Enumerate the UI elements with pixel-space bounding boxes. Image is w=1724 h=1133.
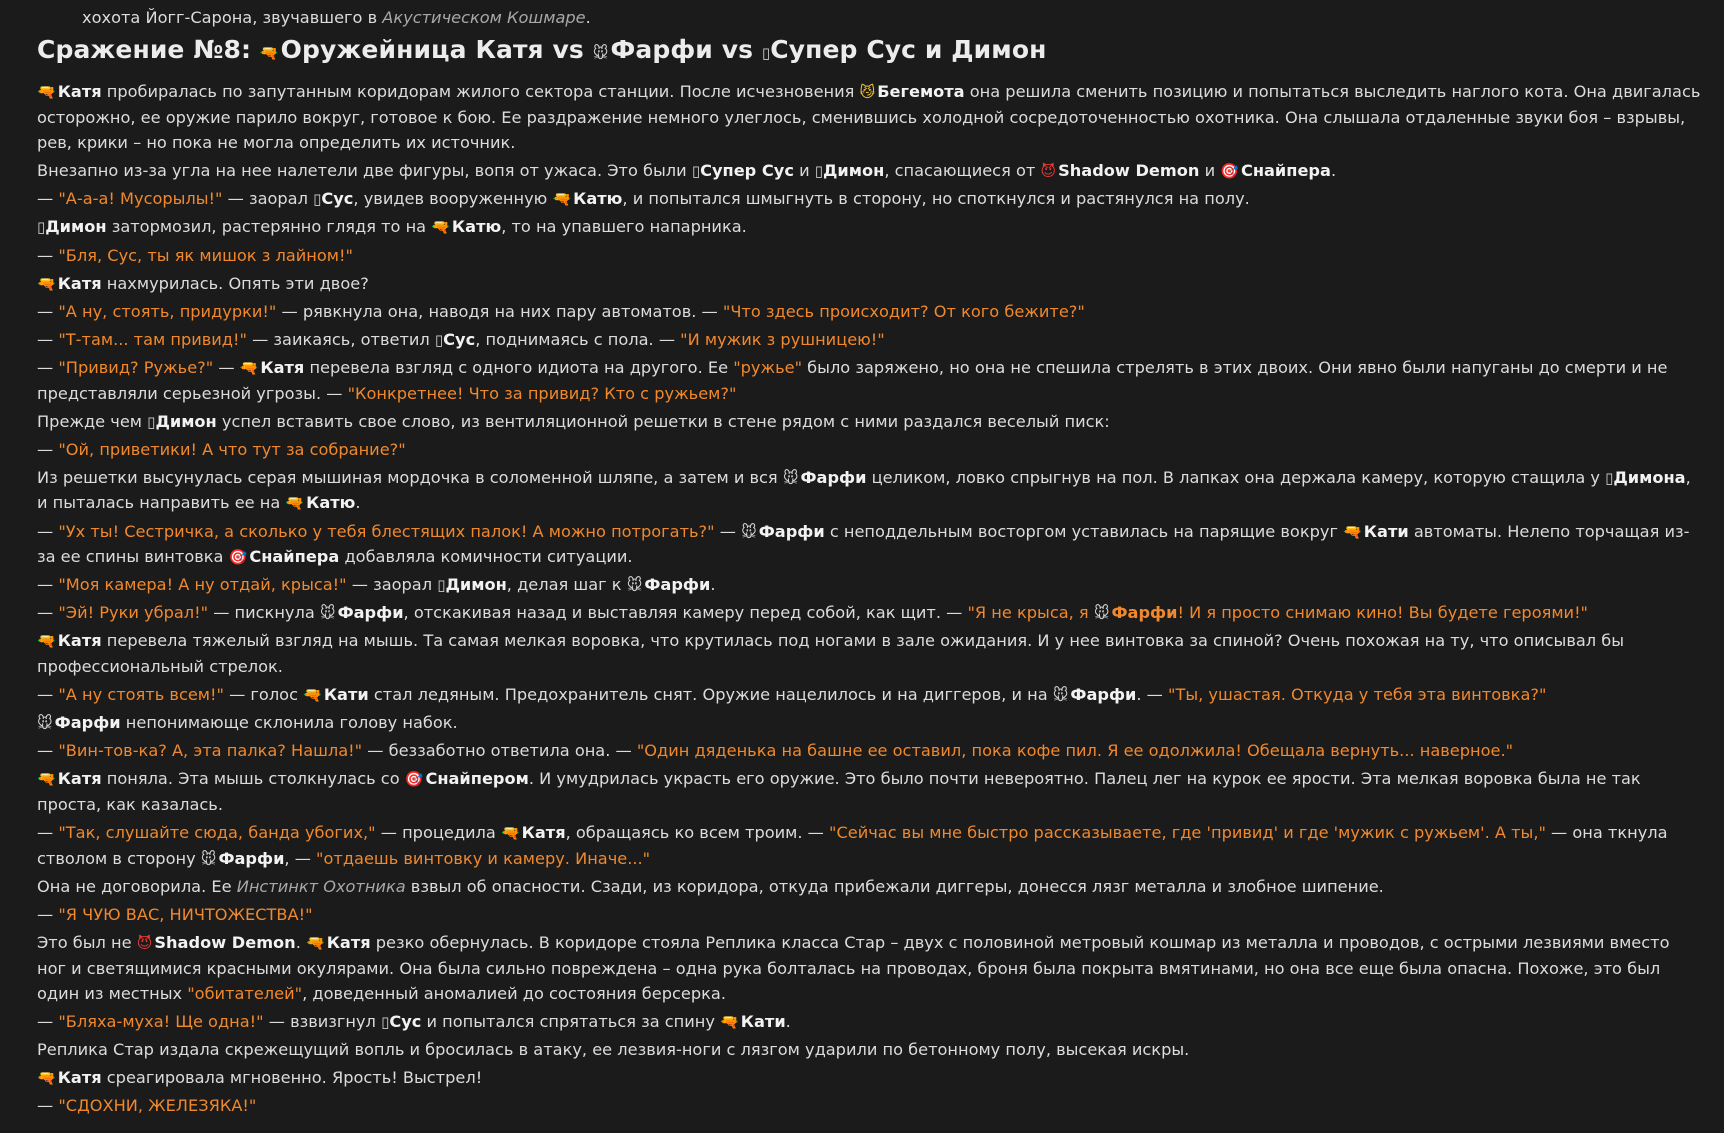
title-vs: vs bbox=[721, 35, 754, 64]
character-name: Фарфи bbox=[644, 575, 711, 595]
dialogue-quote: "И мужик з рушницею!" bbox=[680, 329, 885, 349]
dialogue-quote: "Ух ты! Сестричка, а сколько у тебя блестящих палок! А можно потрогать?" bbox=[58, 521, 715, 541]
previous-text-tail bbox=[37, 0, 1702, 28]
text-span: . bbox=[295, 932, 307, 952]
text-span: , поднимаясь с пола. — bbox=[475, 329, 681, 349]
text-span: , — bbox=[284, 848, 317, 868]
text-span: и bbox=[793, 161, 815, 181]
character-name: Димон bbox=[445, 575, 507, 595]
text-span: поняла. Эта мышь столкнулась со bbox=[101, 769, 405, 789]
character-name: Димон bbox=[45, 217, 107, 237]
story-paragraph bbox=[37, 628, 1702, 679]
mouse-icon: 🐭 bbox=[200, 849, 217, 868]
gun-icon: 🔫 bbox=[37, 1069, 56, 1088]
text-span: — взвизгнул bbox=[263, 1012, 382, 1032]
story-paragraph bbox=[37, 820, 1702, 871]
story-paragraph bbox=[37, 1065, 1702, 1091]
text-span: , доведенный аномалией до состояния берсерка. bbox=[302, 984, 726, 1004]
missing-glyph-icon: ▯ bbox=[147, 412, 156, 431]
character-name: Фарфи bbox=[1070, 685, 1137, 705]
dialogue-quote: "Что здесь происходит? От кого бежите?" bbox=[722, 301, 1085, 321]
dialogue-quote: "Ты, ушастая. Откуда у тебя эта винтовка?" bbox=[1168, 685, 1547, 705]
mouse-icon: 🐭 bbox=[626, 576, 643, 595]
text-span: , обращаясь ко всем троим. — bbox=[565, 823, 830, 843]
character-name: Сус bbox=[443, 329, 476, 349]
text-span: перевела взгляд с одного идиота на другого. Ее bbox=[304, 357, 734, 377]
story-paragraph bbox=[37, 327, 1702, 353]
story-paragraph bbox=[37, 682, 1702, 708]
text-span: нахмурилась. Опять эти двое? bbox=[101, 273, 369, 293]
text-span: , увидев вооруженную bbox=[353, 189, 553, 209]
story-paragraph bbox=[37, 158, 1702, 184]
character-name: Димон bbox=[823, 161, 885, 181]
text-span: — bbox=[37, 1012, 59, 1032]
story-paragraph bbox=[37, 600, 1702, 626]
text-span: — беззаботно ответила она. — bbox=[362, 741, 637, 761]
text-span: — bbox=[37, 575, 59, 595]
italic-term: Инстинкт Охотника bbox=[236, 876, 406, 896]
mouse-icon: 🐭 bbox=[1052, 686, 1069, 705]
text-span: — bbox=[37, 521, 59, 541]
story-paragraph bbox=[37, 572, 1702, 598]
story-paragraph bbox=[37, 766, 1702, 817]
character-name: Катя bbox=[260, 357, 305, 377]
story-paragraph bbox=[37, 1093, 1702, 1119]
character-name: Катю bbox=[451, 217, 502, 237]
text-span: . bbox=[710, 575, 716, 595]
text-span: — bbox=[714, 521, 742, 541]
gun-icon: 🔫 bbox=[37, 83, 56, 101]
title-participant-sus-dimon: Супер Сус и Димон bbox=[770, 35, 1047, 64]
missing-glyph-icon: ▯ bbox=[437, 576, 446, 595]
text-span: затормозил, растерянно глядя то на bbox=[106, 217, 432, 237]
character-name: Фарфи bbox=[758, 521, 825, 541]
dialogue-quote: "Бляха-муха! Ще одна!" bbox=[58, 1012, 264, 1032]
story-paragraph bbox=[37, 930, 1702, 1007]
text-span: взвыл об опасности. Сзади, из коридора, откуда прибежали диггеры, донесся лязг металла и злобное шипение. bbox=[405, 876, 1384, 896]
story-paragraph bbox=[37, 519, 1702, 570]
text-span: — bbox=[37, 823, 59, 843]
cat-icon: 😼 bbox=[859, 83, 876, 101]
text-span: — bbox=[37, 301, 59, 321]
text-span: Реплика Стар издала скрежещущий вопль и бросилась в атаку, ее лезвия-ноги с лязгом ударили по бетонному полу, высекая искры. bbox=[37, 1040, 1190, 1060]
story-paragraph bbox=[37, 79, 1702, 156]
text-span: . bbox=[585, 8, 591, 27]
character-name: Катя bbox=[57, 631, 102, 651]
target-icon: 🎯 bbox=[1220, 162, 1239, 181]
story-paragraph bbox=[37, 271, 1702, 297]
dialogue-quote: ! И я просто снимаю кино! Вы будете героями!" bbox=[1177, 603, 1589, 623]
text-span: — заикаясь, ответил bbox=[246, 329, 435, 349]
text-span: добавляла комичности ситуации. bbox=[339, 547, 633, 567]
gun-icon: 🔫 bbox=[431, 218, 450, 237]
story-paragraph bbox=[37, 299, 1702, 325]
dialogue-quote: "А ну, стоять, придурки!" bbox=[58, 301, 277, 321]
dialogue-quote: "Вин-тов-ка? А, эта палка? Нашла!" bbox=[58, 741, 363, 761]
dialogue-quote: "обитателей" bbox=[187, 984, 303, 1004]
story-paragraph bbox=[37, 902, 1702, 928]
text-span: — bbox=[37, 329, 59, 349]
story-paragraph bbox=[37, 738, 1702, 764]
dialogue-quote: "Привид? Ружье?" bbox=[58, 357, 214, 377]
missing-glyph-icon: ▯ bbox=[434, 330, 444, 349]
text-span: Она не договорила. Ее bbox=[37, 876, 237, 896]
text-span: — рявкнула она, наводя на них пару автоматов. — bbox=[276, 301, 723, 321]
dialogue-quote: "Я не крыса, я bbox=[967, 603, 1094, 623]
dialogue-quote: "Эй! Руки убрал!" bbox=[58, 603, 209, 623]
dialogue-quote: "Моя камера! А ну отдай, крыса!" bbox=[58, 575, 347, 595]
dialogue-quote: "Т-там... там привид!" bbox=[58, 329, 247, 349]
demon-icon: 😈 bbox=[136, 933, 153, 952]
dialogue-quote: "отдаешь винтовку и камеру. Иначе..." bbox=[316, 848, 651, 868]
gun-icon: 🔫 bbox=[259, 44, 279, 62]
character-name: Сус bbox=[321, 189, 354, 209]
character-name: Катю bbox=[306, 493, 356, 513]
text-span: Внезапно из-за угла на нее налетели две фигуры, вопя от ужаса. Это были bbox=[37, 161, 692, 181]
target-icon: 🎯 bbox=[404, 770, 424, 789]
text-span: , и пыталась направить ее на bbox=[37, 467, 1691, 513]
character-name: Фарфи bbox=[337, 603, 404, 623]
missing-glyph-icon: ▯ bbox=[761, 44, 771, 62]
story-paragraph bbox=[37, 1037, 1702, 1063]
story-paragraph bbox=[37, 355, 1702, 406]
text-span: . bbox=[785, 1012, 791, 1032]
text-span: — bbox=[37, 439, 59, 459]
character-name: Катя bbox=[521, 823, 566, 843]
italic-term: Акустическом Кошмаре bbox=[382, 8, 586, 27]
mouse-icon: 🐭 bbox=[319, 604, 336, 623]
character-name: Кати bbox=[740, 1012, 786, 1032]
text-span: и попытался спрятаться за спину bbox=[421, 1012, 721, 1032]
character-name: Супер Сус bbox=[700, 161, 794, 181]
gun-icon: 🔫 bbox=[285, 494, 305, 513]
title-participant-katya: Оружейница Катя bbox=[280, 35, 544, 64]
title-vs: vs bbox=[552, 35, 584, 64]
character-name: Катю bbox=[573, 189, 623, 209]
story-paragraph bbox=[37, 186, 1702, 212]
missing-glyph-icon: ▯ bbox=[381, 1013, 390, 1032]
mouse-icon: 🐭 bbox=[741, 522, 757, 541]
text-span: — голос bbox=[223, 685, 304, 705]
text-span: автоматы. Нелепо торчащая из-за ее спины винтовка bbox=[37, 521, 1690, 567]
dialogue-quote: "Сейчас вы мне быстро рассказываете, где 'привид' и где 'мужик с ружьем'. А ты," bbox=[829, 823, 1546, 843]
story-paragraph bbox=[37, 874, 1702, 900]
character-name: Снайпером bbox=[425, 769, 529, 789]
text-span: , спасающиеся от bbox=[884, 161, 1041, 181]
text-span: — bbox=[37, 357, 59, 377]
mouse-icon: 🐭 bbox=[782, 468, 799, 487]
character-name: Катя bbox=[326, 932, 371, 952]
battle-title bbox=[37, 33, 1702, 67]
text-span: Из решетки высунулась серая мышиная мордочка в соломенной шляпе, а затем и вся bbox=[37, 467, 783, 487]
text-span: — bbox=[37, 189, 59, 209]
text-span: было заряжено, но она не спешила стрелять в этих двоих. Они явно были напуганы до смерти и не представляли серьезной угрозы. — bbox=[37, 357, 1668, 403]
character-name: Shadow Demon bbox=[1058, 161, 1200, 181]
text-span: непонимающе склонила голову набок. bbox=[120, 713, 458, 733]
text-span: . — bbox=[1136, 685, 1169, 705]
text-span: — bbox=[37, 245, 59, 265]
character-name: Фарфи bbox=[800, 467, 867, 487]
text-span: . bbox=[355, 493, 361, 513]
character-name: Димона bbox=[1613, 467, 1686, 487]
text-span: перевела тяжелый взгляд на мышь. Та самая мелкая воровка, что крутилась под ногами в зале ожидания. И у нее винтовка за спиной? Очень похожая на ту, что описывал бы профессиональный стрелок. bbox=[37, 631, 1625, 676]
text-span: , отскакивая назад и выставляя камеру перед собой, как щит. — bbox=[403, 603, 968, 623]
character-name: Катя bbox=[57, 769, 102, 789]
text-span: — процедила bbox=[375, 823, 501, 843]
character-name: Бегемота bbox=[877, 82, 965, 101]
demon-icon: 😈 bbox=[1040, 162, 1057, 181]
gun-icon: 🔫 bbox=[720, 1013, 739, 1032]
character-name: Катя bbox=[57, 273, 102, 293]
text-span: среагировала мгновенно. Ярость! Выстрел! bbox=[101, 1068, 483, 1088]
gun-icon: 🔫 bbox=[37, 274, 56, 293]
story-body bbox=[37, 79, 1702, 1119]
story-paragraph bbox=[37, 409, 1702, 435]
text-span: резко обернулась. В коридоре стояла Реплика класса Стар – двух с половиной метровый кошмар из металла и проводов, с острыми лезвиями вместо ног и светящимися красными окулярами. Она была сильно повреждена – одна рука болталась на проводах, броня была покрыта вмятинами, но она все еще была опасна. Похоже, это был один из местных bbox=[37, 932, 1670, 1004]
text-span: — bbox=[37, 603, 59, 623]
text-span: стал ледяным. Предохранитель снят. Оружие нацелилось и на диггеров, и на bbox=[368, 685, 1053, 705]
text-span: , и попытался шмыгнуть в сторону, но споткнулся и растянулся на полу. bbox=[622, 189, 1250, 209]
character-name: Катя bbox=[57, 1068, 102, 1088]
character-name: Снайпера bbox=[249, 547, 340, 567]
gun-icon: 🔫 bbox=[552, 190, 572, 209]
gun-icon: 🔫 bbox=[303, 686, 322, 705]
character-name: Кати bbox=[1363, 521, 1409, 541]
text-span: — она ткнула стволом в сторону bbox=[37, 823, 1668, 868]
text-span: — bbox=[37, 1096, 59, 1116]
story-paragraph bbox=[37, 1009, 1702, 1035]
text-span: — заорал bbox=[222, 189, 314, 209]
text-span: Прежде чем bbox=[37, 411, 148, 431]
gun-icon: 🔫 bbox=[500, 824, 520, 843]
story-paragraph bbox=[37, 710, 1702, 736]
missing-glyph-icon: ▯ bbox=[691, 162, 701, 181]
character-name: Димон bbox=[155, 411, 217, 431]
dialogue-quote: "ружье" bbox=[733, 357, 803, 377]
character-name: Сус bbox=[389, 1012, 422, 1032]
text-span: хохота Йогг-Сарона, звучавшего в bbox=[82, 8, 378, 27]
story-paragraph bbox=[37, 465, 1702, 516]
text-span: — заорал bbox=[346, 575, 438, 595]
mouse-icon: 🐭 bbox=[592, 44, 609, 62]
dialogue-quote: "Я ЧУЮ ВАС, НИЧТОЖЕСТВА!" bbox=[58, 904, 313, 924]
text-span: — bbox=[37, 685, 59, 705]
text-span: , то на упавшего напарника. bbox=[501, 217, 747, 237]
dialogue-quote: "Так, слушайте сюда, банда убогих," bbox=[58, 823, 376, 843]
text-span: — bbox=[213, 357, 240, 377]
text-span: пробиралась по запутанным коридорам жилого сектора станции. После исчезновения bbox=[101, 82, 860, 101]
text-span: — bbox=[37, 904, 59, 924]
character-name-in-dialogue: Фарфи bbox=[1111, 603, 1178, 623]
missing-glyph-icon: ▯ bbox=[37, 218, 46, 237]
story-paragraph bbox=[37, 243, 1702, 269]
dialogue-quote: "Один дяденька на башне ее оставил, пока кофе пил. Я ее одолжила! Обещала вернуть... наверное." bbox=[636, 741, 1514, 761]
story-paragraph bbox=[37, 437, 1702, 463]
mouse-icon: 🐭 bbox=[37, 714, 53, 733]
gun-icon: 🔫 bbox=[306, 933, 325, 952]
character-name: Кати bbox=[323, 685, 369, 705]
title-participant-farfi: Фарфи bbox=[610, 35, 713, 64]
missing-glyph-icon: ▯ bbox=[814, 162, 824, 181]
text-span: . И умудрилась украсть его оружие. Это было почти невероятно. Палец лег на курок ее ярости. Эта мелкая воровка была не так проста, как казалась. bbox=[37, 769, 1641, 814]
mouse-icon: 🐭 bbox=[1093, 604, 1110, 623]
target-icon: 🎯 bbox=[228, 548, 248, 567]
gun-icon: 🔫 bbox=[239, 358, 259, 377]
character-name: Снайпера bbox=[1240, 161, 1331, 181]
dialogue-quote: "А-а-а! Мусорылы!" bbox=[58, 189, 223, 209]
text-span: и bbox=[1199, 161, 1221, 181]
character-name: Фарфи bbox=[218, 848, 285, 868]
dialogue-quote: "А ну стоять всем!" bbox=[58, 685, 224, 705]
text-span: успел вставить свое слово, из вентиляционной решетки в стене рядом с ними раздался веселый писк: bbox=[216, 411, 1110, 431]
missing-glyph-icon: ▯ bbox=[1605, 468, 1614, 487]
character-name: Shadow Demon bbox=[154, 932, 296, 952]
title-prefix: Сражение №8: bbox=[37, 35, 252, 64]
text-span: — пискнула bbox=[208, 603, 320, 623]
text-span: Это был не bbox=[37, 932, 137, 952]
story-paragraph bbox=[37, 214, 1702, 240]
text-span: с неподдельным восторгом уставилась на парящие вокруг bbox=[824, 521, 1344, 541]
text-span: . bbox=[1330, 161, 1337, 181]
text-span: она решила сменить позицию и попытаться выследить наглого кота. Она двигалась осторожно, ее оружие парило вокруг, готовое к бою. Ее раздражение немного улеглось, сменившись холодной сосредоточенностью охотника. Она слышала отдаленные звуки боя – взрывы, рев, крики – но пока не могла определить их источник. bbox=[37, 82, 1701, 153]
dialogue-quote: "СДОХНИ, ЖЕЛЕЗЯКА!" bbox=[58, 1096, 257, 1116]
text-span: целиком, ловко спрыгнув на пол. В лапках она держала камеру, которую стащила у bbox=[866, 467, 1606, 487]
text-span: — bbox=[37, 741, 59, 761]
gun-icon: 🔫 bbox=[37, 632, 56, 651]
dialogue-quote: "Ой, приветики! А что тут за собрание?" bbox=[58, 439, 406, 459]
gun-icon: 🔫 bbox=[1343, 522, 1362, 541]
character-name: Фарфи bbox=[54, 713, 121, 733]
dialogue-quote: "Конкретнее! Что за привид? Кто с ружьем?" bbox=[347, 383, 737, 403]
character-name: Катя bbox=[57, 82, 102, 101]
dialogue-quote: "Бля, Сус, ты як мишок з лайном!" bbox=[58, 245, 353, 265]
gun-icon: 🔫 bbox=[37, 770, 56, 789]
text-span: , делая шаг к bbox=[506, 575, 627, 595]
missing-glyph-icon: ▯ bbox=[313, 190, 322, 209]
